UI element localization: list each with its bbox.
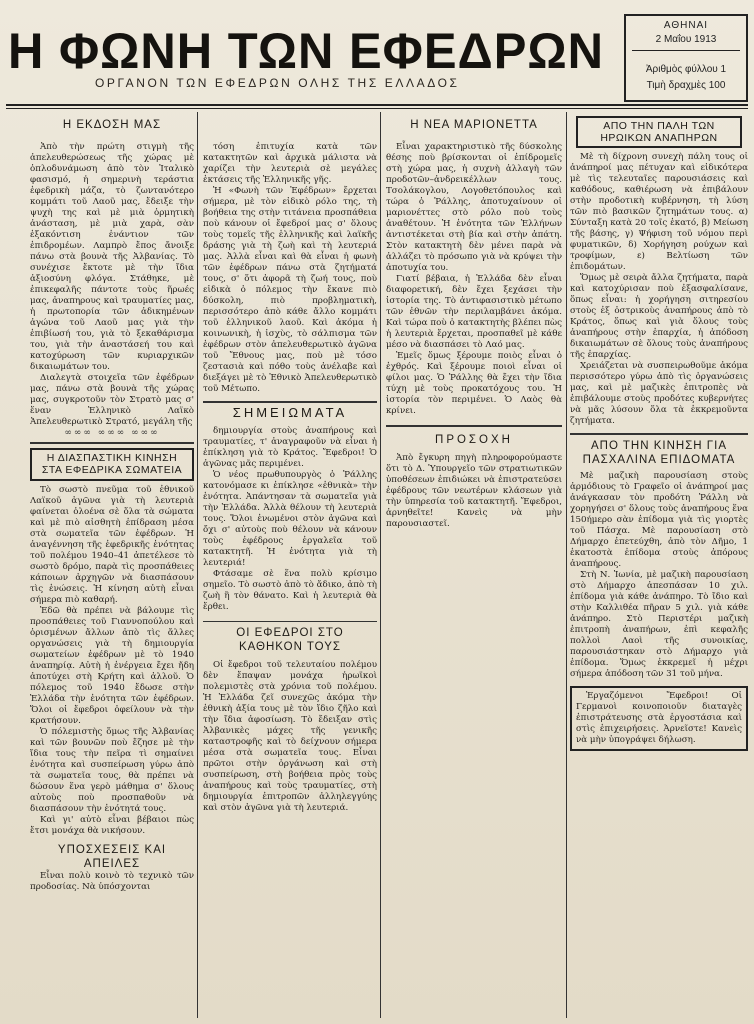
column-2 bbox=[203, 112, 377, 1018]
section-rule-2 bbox=[203, 401, 377, 403]
article-marionetta-p3: Ἐμεῖς ὅμως ξέρουμε ποιὸς εἶναι ὁ ἐχθρός. Καὶ ξέρουμε ποιοὶ εἶναι οἱ φίλοι μας. Ὁ Ῥάλλης θὰ ἔχει τὴν ἴδια τύχη μὲ τοὺς προκατόχους του. Ἡ ἱστορία τὸν περιμένει. Ὁ Λαὸς θὰ κρίνει. bbox=[386, 351, 562, 416]
article-kinisi-p1: Μὲ μαζικὴ παρουσίαση στοὺς ἀρμόδιους τὸ Γραφεῖο οἱ ἀνάπηροί μας ἀνάγκασαν τὸν προδότη Ῥάλλη νὰ χορηγήσει σ' ὅλους τοὺς ἀναπήρους ἕνα 150ήμερο σὰν ἐπίδομα γιὰ τὶς γιορτὲς τοῦ Πάσχα. Μὲ παρουσίαση στὸ Δήμαρχο ἐπετεύχθη, ἀπὸ τὸν Δῆμο, 1 ἐκατοστὰ ἐπίδομα στοὺς ἀπόρους ἀναπήρους. bbox=[570, 471, 748, 569]
article-ekdosi-cont-p1: τόση ἐπιτυχία κατὰ τῶν κατακτητῶν καὶ ἀρχικὰ μάλιστα νὰ χαρίζει τὴν λευτεριὰ σὲ μεγάλες ἐκτάσεις τῆς Ἑλληνικῆς γῆς. bbox=[203, 142, 377, 185]
article-simeiomata-cont-p1: δημιουργία στοὺς ἀναπήρους καὶ τραυματίες, τ' ἀναγραφοῦν νὰ εἶναι ἡ ἐπίκληση γιὰ τὸ Κράτος. Ἔφεδροι! Ὁ ἀγῶνας μᾶς περιμένει. bbox=[203, 426, 377, 469]
column-rule-1 bbox=[197, 112, 198, 1018]
article-ekdosi-p1: Ἀπὸ τὴν πρώτη στιγμὴ τῆς ἀπελευθερώσεως τῆς χώρας μὲ ὁπλοδυνάμωση ἀπὸ τὸν Ἰταλικὸ φασισμό, ἡ σημερινὴ τεράστια ἐφεδρικὴ μάζα, τὸ ζωντανότερο κομμάτι τοῦ Λαοῦ μας, ἔδειξε τὴν ψυχὴ της καὶ μὲ μιὰ ὁρμητικὴ ἀνάσταση, μὲ μιὰ χαρὰ, σὰν ἐξακόντιση ἐνάντιον τῶν ἐπιδρομέων. Λαμπρὸ ἔπος ἄνοιξε πάνω στὰ βουνὰ τῆς Ἀλβανίας. Τὸ συνέχισε ἔκτοτε μὲ τὴν ἴδια ἀξιοσύνη φλόγα. Στάθηκε, μὲ ἐπικεφαλῆς πάντοτε τοὺς ἥρωές μας, ἀναπηρους καὶ τραυματίες μας, ἡ πρωτοπορία τῶν ἀδικημένων ἀγώνα τοῦ Λαοῦ μας γιὰ τὴν ἐπιβίωσή του, γιὰ τὸ ξεκαθάρισμα του, γιὰ τὴν ἀναστάσεή του καὶ κατοχύρωση τῶν κυριαρχικῶν δικαιωμάτων του. bbox=[30, 142, 194, 372]
ornament-divider: ∞∞∞ ∞∞∞ ∞∞∞ bbox=[64, 428, 160, 438]
article-prosoxi bbox=[386, 453, 562, 530]
article-simeiomata-cont bbox=[203, 426, 377, 613]
article-ekdosi-cont-p2: Ἡ «Φωνὴ τῶν Ἐφέδρων» ἔρχεται σήμερα, μὲ τὸν εἰδικὸ ρόλο της, τὴ βοήθεια της στὴν τιτάνεια προσπάθεια ποὺ κάνουν οἱ ἔφεδροί μας σ' ὅλους τοὺς τομεῖς τῆς ἑλληνικῆς καὶ λαϊκῆς δράσης γιὰ τὴ ζωὴ καὶ τὴ λευτεριά μας. Ἀλλὰ εἶναι καὶ θὰ εἶναι ἡ φωνὴ τῶν ἐφέδρων πάνω στὰ ζητήματά τους, σ' ὅτι ἀφορᾶ τὴ ζωή τους, ποὺ εἰδικὰ ὁ πόλεμος τὴν ἔκανε πιὸ δύσκολη, πιὸ προβληματικὴ, περισσότερο ἀπὸ κάθε ἄλλο κομμάτι τοῦ ἑλληνικοῦ λαοῦ. Καὶ ἀκόμα ἡ κοινωνικὴ, ἡ ἰσχὺς, τὸ σάλπισμα τῶν ἐφέδρων στὸν ἀπελευθερωτικὸ ἀγῶνα τοῦ Ἔθνους μας, ποὺ μὲ τόσο ζεστασιὰ καὶ πόθο τοὺς ἀνέλαβε καὶ διεξάγει μὲ τὸ Ἐθνικὸ Ἀπελευθερωτικὸ τοῦ Μέτωπο. bbox=[203, 186, 377, 394]
article-simeiomata-cont-p3: Φτάσαμε σὲ ἕνα πολὺ κρίσιμο σημεῖο. Τὸ σωστὸ ἀπὸ τὸ ἄδικο, ἀπὸ τὴ ζωὴ ἢ τὸν θάνατο. Καὶ ἡ λευτεριὰ θὰ ἔρθει. bbox=[203, 569, 377, 612]
article-diaspastiki-p2: Ἐδῶ θὰ πρέπει νὰ βάλουμε τὶς προσπάθειες τοῦ Γιαννοπούλου καὶ ὁρισμένων ἄλλων ἀπὸ τὶς ἄλλες οργανώσεις γιὰ τὴ δημιουργία σωματείων ἐφέδρων μὲ τὸ 1940 ἀναπηρίᾳ. Αὐτὴ ἡ ἐνέργεια ἔχει ἤδη ἀποτύχει στὴ Κρήτη καὶ ἀλλοῦ. Ὁ πόλεμος τοῦ 1940 ἔδωσε στὴν Ἑλλάδα τὴν ἑνότητα τῶν ἐφέδρων. Ὅλοι οἱ ἔφεδροι ὀφείλουν νὰ τὴν κρατήσουν. bbox=[30, 606, 194, 726]
article-anapiroi bbox=[570, 152, 748, 427]
article-ekdosi-p2: Διαλεγτὰ στοιχεῖα τῶν ἐφέδρων μας, πάνω στὰ βουνὰ τῆς χώρας μας, συγκροτοῦν τὸν Στρατὸ μας σ' ἕναν Ἑλληνικὸ Λαϊκὸ Ἀπελευθερωτικὸ Στρατό, μεγάλη τῆς bbox=[30, 373, 194, 427]
article-marionetta-p1: Εἶναι χαρακτηριστικὸ τῆς δύσκολης θέσης ποὺ βρίσκονται οἱ ἐπίδρομεῖς στὴ χώρα μας, ἡ συχνὴ ἀλλαγὴ τῶν προδοτῶν–ἀνδρεικέλλων τους. Τσολάκογλου, Λογοθετόπουλος καὶ τώρα ὁ Ῥάλλης, ἀποτυχαίνουν οἱ μαριονέττες στὸ ρόλο ποὺ τοὺς ἀναθέτουν. Ἡ ἑνότητα τῶν Ἑλλήνων ἀντιστέκεται στὴ βία καὶ στὴν ἀπάτη. Στὸν κατακτητὴ δὲν μένει παρὰ νὰ ἀλλάζει τὸ πρόσωπο γιὰ νὰ κρύψει τὴν ἀποτυχία του. bbox=[386, 142, 562, 273]
article-kathikon bbox=[203, 660, 377, 814]
anapiroi-heading-box bbox=[576, 116, 742, 148]
article-anapiroi-p2: Ὅμως μὲ σειρὰ ἄλλα ζητήματα, παρὰ καὶ κατοχύρισαν ποὺ ἐξασφαλίσανε, ὅπως εἶναι: ἡ χορήγηση σιτηρεσίου στοὺς ἐξ ὀστρικοὺς ἀναπήρους ἀπὸ τὸ Κράτος, ὅπως καὶ γιὰ ὅλους τοὺς ἀναπήρους στὴν ἐπαρχία, ἡ ἀπόδοση δικαιωμάτων σὲ ὅλους τοὺς ἀναπήρους τῆς ἐπαρχίας. bbox=[570, 273, 748, 360]
article-diaspastiki bbox=[30, 485, 194, 837]
simeiomata-box-title: Η ΔΙΑΣΠΑΣΤΙΚΗ ΚΙΝΗΣΗ ΣΤΑ ΕΦΕΔΡΙΚΑ ΣΩΜΑΤΕΙΑ bbox=[41, 452, 183, 476]
article-kathikon-p1: Οἱ ἔφεδροι τοῦ τελευταίου πολέμου δὲν ἔπαψαν μονάχα ἡρωϊκοὶ πολεμιστὲς στὰ χρόνια τοῦ πολέμου. Ἡ Ἑλλάδα ζεῖ συνεχῶς ἀκόμα τὴν ἐθνικὴ ἀξία τους μὲ τὸν ἴδιο ζῆλο καὶ τὴν ἴδια ἀφοσίωση. Τὸ ἔδειξαν στὶς Ἀλβανικὲς μάχες τῆς γενικῆς καταστροφῆς καὶ τὸ δείχνουν σήμερα μέσα στὰ σωματεῖα τους. Εἶναι πρῶτοι στὴν ὀργάνωση καὶ στὴ συσπείρωση, στὴ βοήθεια πρὸς τοὺς ἀναπήρους καὶ τοὺς τραυματίες, στὴ δημιουργία ἐπιτροπῶν ἀλληλεγγύης καὶ στὸν ἀγῶνα γιὰ τὴ λευτεριά. bbox=[203, 660, 377, 813]
article-ypo bbox=[30, 871, 194, 893]
article-anapiroi-p3: Χρειάζεται νὰ συσπειρωθοῦμε ἀκόμα περισσότερο γύρω ἀπὸ τὶς ὀργανώσεις μας, καὶ μὲ μαζικὲς ἐπιτροπὲς νὰ ἐπιβάλουμε στοὺς προδότες κυβερνήτες νὰ μᾶς λύσουν ὅλα τὰ ἐκκρεμοῦντα ζητήματα. bbox=[570, 361, 748, 426]
article-marionetta bbox=[386, 142, 562, 417]
article-heading-kathikon: ΟΙ ΕΦΕΔΡΟΙ ΣΤΟ ΚΑΘΗΚΟΝ ΤΟΥΣ bbox=[236, 627, 344, 653]
article-diaspastiki-p3: Ὁ πόλεμιστὴς ὅμως τῆς Ἀλβανίας καὶ τῶν βουνῶν ποὺ ἔζησε μὲ τὴν ἴδια τους τὴν πεῖρα τὶ σημαίνει ἑνότητα καὶ συσπείρωση γύρω ἀπὸ τὰ σωματεῖα τους, θὰ πρέπει νὰ δώσουν ἕνα γερὸ μάθημα σ' ὅλους αὐτοὺς ποὺ προσπαθοῦν νὰ διασπάσουν τὴν ἑνότητά τους. bbox=[30, 727, 194, 814]
article-prosoxi-p1: Ἀπὸ ἔγκυρη πηγὴ πληροφορούμαστε ὅτι τὸ Δ. Ὑπουργεῖο τῶν στρατιωτικῶν ὑποθέσεων ἐπιδιώκει νὰ ἐπιστρατεύσει ἐφέδρους τῶν νεωτέρων κλάσεων γιὰ τὴν ὑπηρεσία τοῦ κατακτητῆ. Ἔφεδροι, ἀρνηθεῖτε! Κανεὶς νὰ μὴν παρουσιαστεῖ. bbox=[386, 453, 562, 529]
notice-box bbox=[570, 686, 748, 751]
masthead-rule-thin bbox=[6, 108, 748, 109]
article-heading-kinisi: ΑΠΟ ΤΗΝ ΚΙΝΗΣΗ ΓΙΑ ΠΑΣΧΑΛΙΝΑ ΕΠΙΔΟΜΑΤΑ bbox=[582, 440, 736, 466]
article-heading-prosoxi: ΠΡΟΣΟΧΗ bbox=[435, 434, 513, 446]
column-4 bbox=[570, 112, 748, 1018]
article-simeiomata-cont-p2: Ὁ νέος πρωθυπουργὸς ὁ Ῥάλλης κατονόμασε κι ἐπίκλησε «ἐθνικὰ» τὴν ἑνότητα. Ἀπάντησαν τὰ σωματεῖα γιὰ τὴν Ἑλλάδα. Ἀλλὰ θέλουν τὴ λευτεριὰ τους. Ὅλοι ἑνωμένοι στὸν ἀγῶνα καὶ ὄχι σ' αὐτοὺς ποὺ θέλουν νὰ κάνουν τοὺς ἐφέδρους ἐργαλεῖα τοῦ κατακτητῆ. Ἡ ἑνότητα γιὰ τὴ λευτεριά! bbox=[203, 470, 377, 568]
issue-price: Τιμὴ δραχμὲς 100 bbox=[646, 80, 726, 91]
column-3 bbox=[386, 112, 562, 1018]
article-diaspastiki-p4: Καὶ γι' αὐτὸ εἶναι βέβαιοι πὼς ἔτσι μονάχα θὰ νικήσουν. bbox=[30, 815, 194, 836]
issue-city: ΑΘΗΝΑΙ bbox=[663, 20, 709, 31]
article-heading-ypo: ΥΠΟΣΧΕΣΕΙΣ ΚΑΙ ΑΠΕΙΛΕΣ bbox=[57, 844, 167, 870]
article-heading-anapiroi: ΑΠΟ ΤΗΝ ΠΑΛΗ ΤΩΝ ΗΡΩΙΚΩΝ ΑΝΑΠΗΡΩΝ bbox=[600, 120, 718, 144]
column-rule-2 bbox=[380, 112, 381, 1018]
article-kinisi-p2: Στὴ Ν. Ἰωνία, μὲ μαζικὴ παρουσίαση στὸ Δήμαρχο ἀπεσπάσαν 10 χιλ. ἐπίδομα γιὰ κάθε ἀνάπηρο. Τὸ ἴδιο καὶ στὴν Καλλιθέα πῆραν 5 χιλ. γιὰ κάθε ἀνάπηρο. Στὸ Περιστέρι μαζικὴ ἐπιτροπὴ ἀναπήρων, ἐπὶ κεφαλῆς πολλοὶ Λαοὶ τῆς συνοικίας, παρουσιάστηκαν στὸ Δήμαρχο γιὰ ἐπίδομα. Ὅμως ἐκκρεμεῖ ἡ μέχρι σήμερα ἀπόδοση τῶν 31 τοῦ μήνα. bbox=[570, 570, 748, 679]
newspaper-title: Η ΦΩΝΗ ΤΩΝ ΕΦΕΔΡΩΝ bbox=[8, 23, 605, 79]
column-rule-3 bbox=[566, 112, 567, 1018]
issue-number: Ἀριθμὸς φύλλου 1 bbox=[645, 64, 727, 75]
notice-text bbox=[576, 691, 742, 746]
article-ypo-p1: Εἶναι πολὺ κοινὸ τὸ τεχνικὸ τῶν προδοσίας. Νὰ ὑπόσχονται bbox=[30, 871, 194, 892]
article-ekdosi-cont bbox=[203, 142, 377, 395]
article-heading-ekdosi: Η ΕΚΔΟΣΗ ΜΑΣ bbox=[62, 119, 162, 131]
article-kinisi bbox=[570, 471, 748, 680]
article-diaspastiki-p1: Τὸ σωστὸ πνεῦμα τοῦ ἐθνικοῦ Λαϊκοῦ ἀγῶνα γιὰ τὴ λευτεριὰ φαίνεται ὁλοένα σὲ ὅλα τὰ σώματα καὶ μὲ πιὸ αἰσθητὴ ἐπίδραση μέσα στὰ σωματεῖα τῶν ἐφέδρων. Ἡ ἀναγέννηση τῆς ἐφεδρικῆς ἑνότητας τοῦ πολέμου 1940–41 ἀπετέλεσε τὸ σωστὸ δρόμο, παρὰ τὶς προσπάθειες κάποιων ἀρχηγῶν νὰ διασπάσουν τὶς ἑνώσεις. Ἡ κίνηση αὐτὴ εἶναι σήμερα πιὸ καθαρή. bbox=[30, 485, 194, 605]
simeiomata-box bbox=[30, 448, 194, 481]
article-ekdosi bbox=[30, 142, 194, 428]
issue-date: 2 Μαΐου 1913 bbox=[655, 34, 717, 45]
issue-info-box bbox=[624, 14, 748, 102]
article-heading-marionetta: Η ΝΕΑ ΜΑΡΙΟΝΕΤΤΑ bbox=[410, 119, 538, 131]
info-divider bbox=[632, 50, 740, 51]
masthead-rule bbox=[6, 104, 748, 106]
article-marionetta-p2: Γιατί βέβαια, ἡ Ἑλλάδα δὲν εἶναι διαφορετική, δὲν ἔχει ξεχάσει τὴν ἱστορία της. Τὸ ἀντιφασιστικὸ μέτωπο τῶν ἐθνῶν τὴν περιλαμβάνει ἀκόμα. Καὶ τώρα ποὺ ὁ κατακτητὴς βλέπει πὼς ἡ λευτεριὰ ἔρχεται, προσπαθεῖ μὲ κάθε μέσο νὰ διασπάσει τὸ Λαό μας. bbox=[386, 274, 562, 350]
article-anapiroi-p1: Μὲ τὴ δίχρονη συνεχὴ πάλη τους οἱ ἀνάπηροί μας πέτυχαν καὶ εἰδικότερα μὲ τὶς τελευταῖες παρουσιάσεις καὶ καθόδους, καθιέρωση νὰ ἐπιβάλουν στὴν προδοτικὴ κυβέρνηση, τὴ λύση τῶν πιὸ βασικῶν ζητημάτων τους. α) Σύνταξη κατὰ 20 τοῖς ἑκατό, β) Μείωση τῆς βάσης, γ) Ψήφιση τοῦ νόμου περὶ φυματικῶν, δ) Χορήγηση ρούχων καὶ τροφίμων, ε) Βελτίωση τῶν ἐπιδομάτων. bbox=[570, 152, 748, 272]
column-1 bbox=[30, 112, 194, 1018]
simeiomata-heading: ΣΗΜΕΙΩΜΑΤΑ bbox=[232, 405, 348, 420]
newspaper-subtitle: ΟΡΓΑΝΟΝ ΤΩΝ ΕΦΕΔΡΩΝ ΟΛΗΣ ΤΗΣ ΕΛΛΑΔΟΣ bbox=[95, 76, 460, 90]
notice-text-p1: Ἐργαζόμενοι Ἔφεδροι! Οἱ Γερμανοὶ κοινοποιοῦν διαταγὲς ἐπιστράτευσης στὰ ἐργοστάσια καὶ στὶς ἐπιχειρήσεις. Ἀρνεῖστε! Κανεὶς νὰ μὴν ὑπογράψει δήλωση. bbox=[576, 691, 742, 745]
